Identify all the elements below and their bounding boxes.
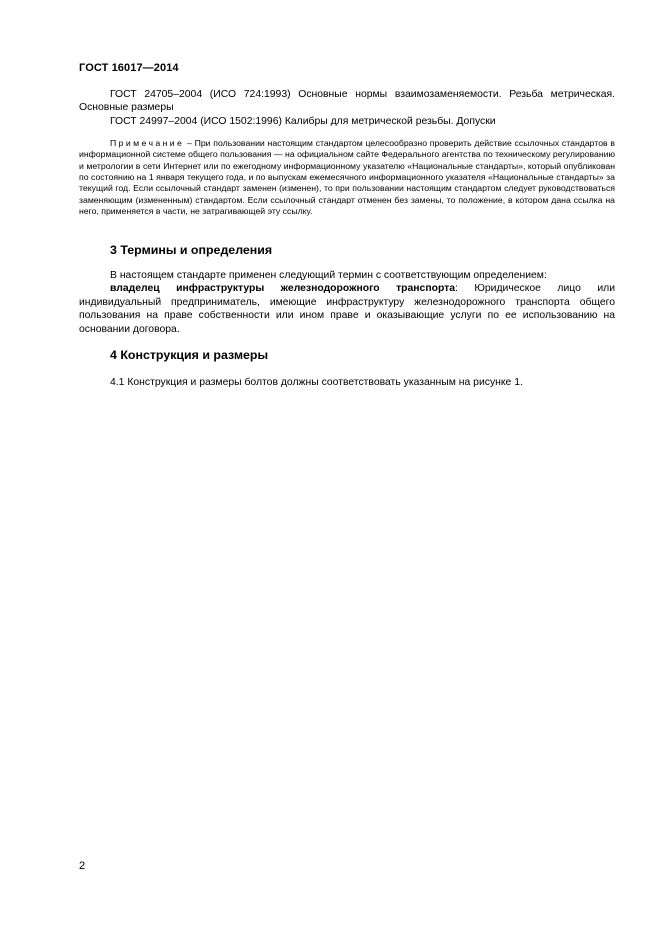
- page-number: 2: [79, 860, 86, 872]
- note-text: – При пользовании настоящим стандартом целесообразно проверить действие ссылочных стандартов в информационной системе общего пользования — на официальном сайте Федерального агентства по техническому регулированию и метрологии в сети Интернет или по ежегодному информационному указателю «Национальные стандарты», который опубликован по состоянию на 1 января текущего года, и по выпускам ежемесячного информационного указателя «Национальные стандарты» за текущий год. Если ссылочный стандарт заменен (изменен), то при пользовании настоящим стандартом следует руководствоваться заменяющим (измененным) стандартом. Если ссылочный стандарт отменен без замены, то положение, в котором дана ссылка на него, применяется в части, не затрагивающей эту ссылку.: [79, 138, 615, 217]
- term-name: владелец инфраструктуры железнодорожного транспорта: [110, 283, 456, 295]
- section-3-body: [79, 269, 615, 336]
- term-definition: [79, 282, 615, 336]
- document-code-header: ГОСТ 16017—2014: [79, 62, 179, 74]
- note-label: Примечание: [110, 138, 185, 148]
- note-block: [79, 138, 615, 217]
- section-3-intro: В настоящем стандарте применен следующий термин с соответствующим определением:: [110, 270, 547, 281]
- section-4-body: [79, 376, 615, 389]
- section-4-title: 4 Конструкция и размеры: [110, 348, 269, 362]
- reference-item: ГОСТ 24705–2004 (ИСО 724:1993) Основные нормы взаимозаменяемости. Резьба метрическая. Основные размеры: [79, 89, 615, 114]
- section-3-title: 3 Термины и определения: [110, 243, 273, 257]
- reference-item: ГОСТ 24997–2004 (ИСО 1502:1996) Калибры для метрической резьбы. Допуски: [110, 115, 496, 127]
- normative-references: [79, 88, 615, 128]
- term-definition-text: : Юридическое лицо или индивидуальный предприниматель, имеющие инфраструктуру железнодорожного транспорта общего пользования на праве собственности или ином праве и оказывающие услуги по ее использованию на основании договора.: [79, 283, 615, 335]
- note-paragraph: [79, 138, 615, 217]
- clause-4-1: 4.1 Конструкция и размеры болтов должны соответствовать указанным на рисунке 1.: [110, 377, 523, 388]
